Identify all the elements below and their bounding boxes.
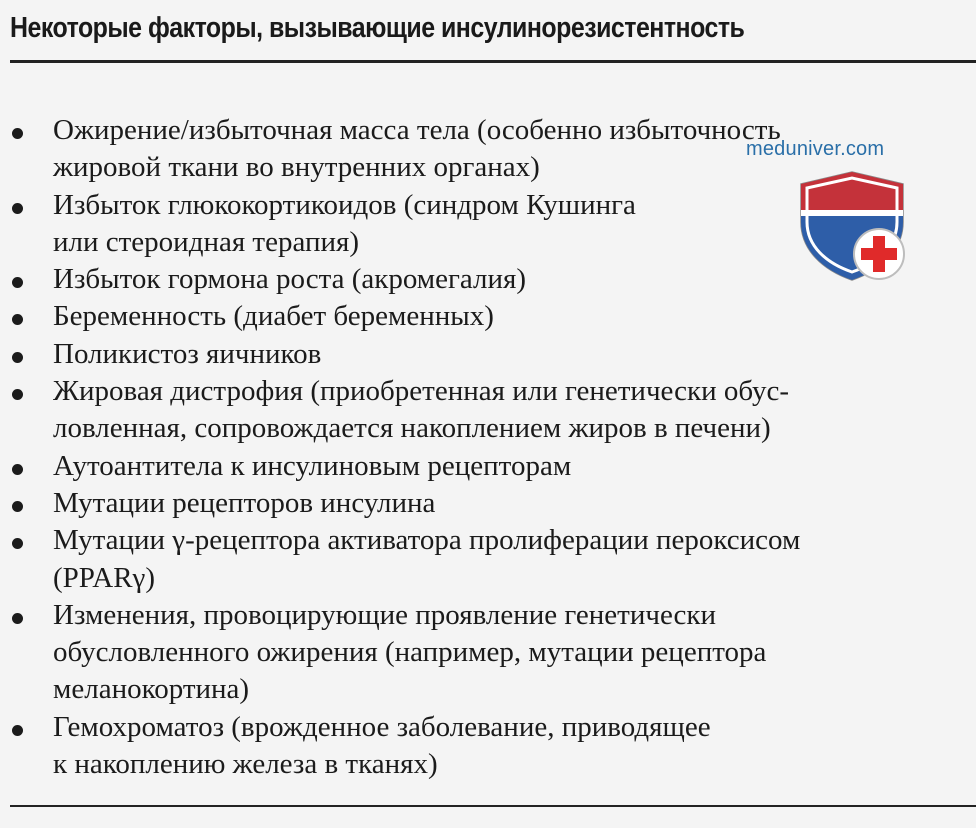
- list-item: [0, 522, 976, 597]
- bullet-icon: [12, 277, 23, 288]
- top-divider: [10, 60, 976, 63]
- shield-cross-icon: [791, 170, 913, 282]
- list-item-line: Мутации рецепторов инсулина: [53, 486, 436, 519]
- list-item-line: Ожирение/избыточная масса тела (особенно избыточность: [53, 114, 781, 146]
- list-item-line: Беременность (диабет беременных): [53, 300, 494, 333]
- list-item: [0, 448, 976, 485]
- list-item: [0, 336, 976, 373]
- bullet-icon: [12, 464, 23, 475]
- list-item-line: или стероидная терапия): [53, 225, 360, 258]
- list-item-line: к накоплению железа в тканях): [53, 748, 438, 781]
- list-item-line: обусловленного ожирения (например, мутации рецептора: [53, 636, 767, 669]
- list-item: [0, 373, 976, 448]
- list-item-line: Избыток гормона роста (акромегалия): [53, 263, 527, 296]
- page-title: Некоторые факторы, вызывающие инсулинорезистентность: [10, 12, 745, 44]
- bullet-icon: [12, 725, 23, 736]
- bullet-icon: [12, 389, 23, 400]
- list-item-line: Аутоантитела к инсулиновым рецепторам: [53, 449, 572, 482]
- bullet-icon: [12, 613, 23, 624]
- list-item: [0, 597, 976, 709]
- bullet-icon: [12, 501, 23, 512]
- bullet-icon: [12, 352, 23, 363]
- watermark-text: meduniver.com: [746, 138, 885, 160]
- list-item-line: жировой ткани во внутренних органах): [53, 151, 540, 184]
- bottom-divider: [10, 805, 976, 807]
- bullet-icon: [12, 128, 23, 139]
- list-item: [0, 298, 976, 335]
- list-item: [0, 485, 976, 522]
- list-item-line: Изменения, провоцирующие проявление генетически: [53, 598, 717, 631]
- list-item: [0, 709, 976, 784]
- list-item-line: Избыток глюкокортикоидов (синдром Кушинга: [53, 188, 636, 221]
- bullet-icon: [12, 538, 23, 549]
- list-item-line: Мутации γ-рецептора активатора пролиферации пероксисом: [53, 524, 801, 557]
- bullet-icon: [12, 203, 23, 214]
- list-item-line: Жировая дистрофия (приобретенная или генетически обус-: [53, 375, 790, 408]
- list-item-line: (PPARγ): [53, 561, 156, 594]
- bullet-icon: [12, 314, 23, 325]
- list-item-line: Поликистоз яичников: [53, 337, 322, 370]
- list-item-line: ловленная, сопровождается накоплением жиров в печени): [53, 412, 771, 445]
- list-item-line: Гемохроматоз (врожденное заболевание, приводящее: [53, 710, 711, 743]
- list-item-line: меланокортина): [53, 673, 250, 706]
